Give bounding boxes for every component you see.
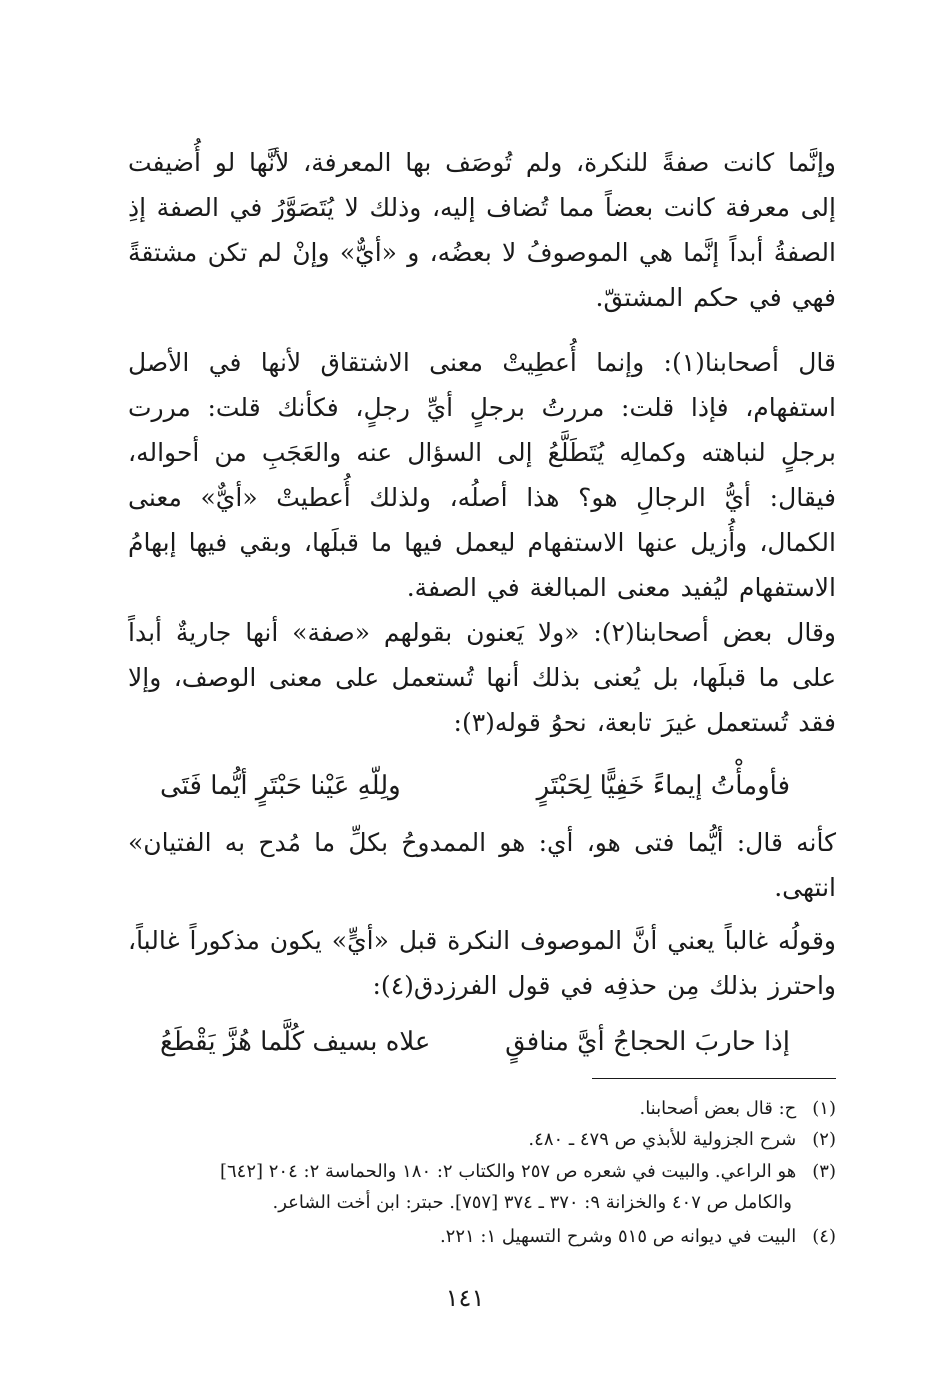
verse-1 <box>160 766 790 806</box>
verse-2-first-hemistich: إذا حاربَ الحجاجُ أيَّ منافقٍ <box>505 1027 790 1057</box>
verse-1-first-hemistich: فأومأْتُ إيماءً خَفِيًّا لِحَبْتَرٍ <box>536 771 790 801</box>
footnote-3-continuation: والكامل ص ٤٠٧ والخزانة ٩: ٣٧٠ ـ ٣٧٤ [٧٥٧]. حبتر: ابن أخت الشاعر. <box>272 1192 792 1213</box>
footnote-3-text: هو الراعي. والبيت في شعره ص ٢٥٧ والكتاب ٢: ١٨٠ والحماسة ٢: ٢٠٤ [٦٤٢] <box>219 1161 797 1182</box>
footnote-2 <box>128 1125 836 1155</box>
footnote-4-number: (٤) <box>812 1226 836 1247</box>
footnote-4 <box>128 1222 836 1252</box>
page-number: ١٤١ <box>445 1284 485 1312</box>
paragraph-5: وقولُه غالباً يعني أنَّ الموصوف النكرة قبل «أيٍّ» يكون مذكوراً غالباً، واحترز بذلك مِن حذفِه في قول الفرزدق(٤): <box>128 926 836 1000</box>
paragraph-1: وإنَّما كانت صفةً للنكرة، ولم تُوصَف بها المعرفة، لأنَّها لو أُضيفت إلى معرفة كانت بعضاً مما تُضاف إليه، وذلك لا يُتَصَوَّرُ في الصفة إذِ الصفةُ أبداً إنَّما هي الموصوفُ لا بعضُه، و «أيٌّ» وإنْ لم تكن مشتقةً فهي في حكم المشتقّ. <box>128 148 836 312</box>
footnote-2-text: شرح الجزولية للأبذي ص ٤٧٩ ـ ٤٨٠. <box>528 1129 797 1150</box>
footnote-1-text: ح: قال بعض أصحابنا. <box>639 1098 797 1119</box>
footnote-3-number: (٣) <box>812 1161 836 1182</box>
verse-1-second-hemistich: ولِلّهِ عَيْنا حَبْتَرٍ أيُّما فَتَى <box>160 771 401 801</box>
footnote-separator <box>592 1078 836 1079</box>
paragraph-3: وقال بعض أصحابنا(٢): «ولا يَعنون بقولهم «صفة» أنها جاريةٌ أبداً على ما قبلَها، بل يُعنى بذلك أنها تُستعمل على معنى الوصف، وإلا فقد تُستعمل غيرَ تابعة، نحوُ قوله(٣): <box>128 618 836 737</box>
footnote-1 <box>128 1094 836 1124</box>
paragraph-4: كأنه قال: أيُّما فتى هو، أي: هو الممدوحُ بكلِّ ما مُدح به الفتيان» انتهى. <box>128 828 836 902</box>
footnote-2-number: (٢) <box>812 1129 836 1150</box>
verse-2-second-hemistich: علاه بسيف كُلَّما هُزَّ يَقْطَعُ <box>160 1027 431 1057</box>
verse-2 <box>160 1022 790 1062</box>
paragraph-2: قال أصحابنا(١): وإنما أُعطِيتْ معنى الاشتقاق لأنها في الأصل استفهام، فإذا قلت: مررتُ برجلٍ أيِّ رجلٍ، فكأنك قلت: مررت برجلٍ لنباهته وكمالِه يُتَطَلَّعُ إلى السؤال عنه والعَجَبِ من أحواله، فيقال: أيُّ الرجالِ هو؟ هذا أصلُه، ولذلك أُعطيتْ «أيٌّ» معنى الكمال، وأُزيل عنها الاستفهام ليعمل فيها ما قبلَها، وبقي فيها إبهامُ الاستفهام ليُفيد معنى المبالغة في الصفة. <box>128 348 837 602</box>
footnote-3 <box>128 1157 836 1187</box>
footnote-1-number: (١) <box>812 1098 836 1119</box>
footnote-4-text: البيت في ديوانه ص ٥١٥ وشرح التسهيل ١: ٢٢١. <box>439 1226 797 1247</box>
